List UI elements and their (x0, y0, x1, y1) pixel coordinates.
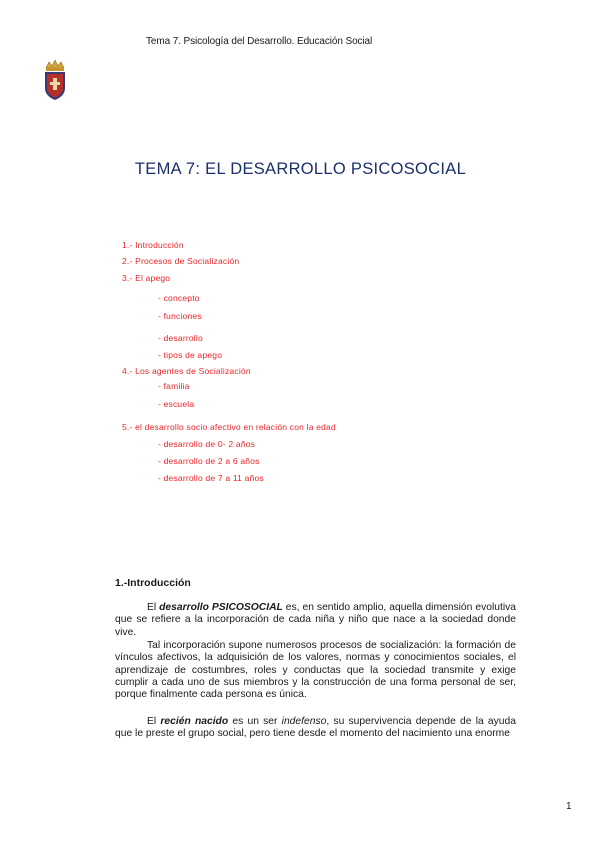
toc-item: 3.- El apego (122, 273, 171, 283)
paragraph-1 (115, 602, 516, 639)
emphasis-term: indefenso (281, 716, 327, 727)
toc-subitem: - escuela (158, 399, 195, 409)
paragraph-2 (115, 640, 516, 701)
toc-subitem: - funciones (158, 311, 202, 321)
paragraph-text: Tal incorporación supone numerosos procesos de socialización: la formación de vínculos afectivos, la adquisición de los valores, normas y conocimientos sociales, el aprendizaje de costumbres, roles y conductas que la sociedad transmite y exige cumplir a cada uno de sus miembros y la construcción de una forma personal de ser, porque finalmente cada persona es única. (115, 640, 516, 701)
paragraph-text: El (147, 602, 160, 613)
section-heading: 1.-Introducción (115, 577, 191, 589)
paragraph-text: es un ser (228, 716, 282, 727)
running-header: Tema 7. Psicología del Desarrollo. Educación Social (146, 36, 373, 47)
toc-subitem: - concepto (158, 293, 200, 303)
document-title: TEMA 7: EL DESARROLLO PSICOSOCIAL (134, 160, 467, 178)
toc-subitem: - desarrollo de 2 a 6 años (158, 456, 260, 466)
page-number: 1 (566, 801, 572, 812)
toc-item: 1.- Introducción (122, 240, 184, 250)
toc-item: 5.- el desarrollo socio afectivo en relación con la edad (122, 422, 336, 432)
paragraph-text: , su supervivencia depende de la ayuda que le preste el grupo social, pero tiene desde el momento del nacimiento una enorme (115, 716, 516, 740)
toc-item: 2.- Procesos de Socialización (122, 256, 240, 266)
toc-subitem: - desarrollo (158, 333, 203, 343)
paragraph-3 (115, 716, 516, 741)
paragraph-text: El (147, 716, 161, 727)
toc-subitem: - familia (158, 381, 190, 391)
toc-subitem: - desarrollo de 0- 2 años (158, 439, 256, 449)
emphasis-term: desarrollo PSICOSOCIAL (159, 602, 283, 613)
toc-item: 4.- Los agentes de Socialización (122, 366, 251, 376)
university-crest-icon (40, 58, 70, 102)
emphasis-term: recién nacido (160, 716, 229, 727)
paragraph-text: es, en sentido amplio, aquella dimensión evolutiva que se refiere a la incorporación de cada niña y niño que nace a la sociedad donde vive. (115, 602, 516, 638)
toc-subitem: - desarrollo de 7 a 11 años (158, 473, 264, 483)
toc-subitem: - tipos de apego (158, 350, 223, 360)
